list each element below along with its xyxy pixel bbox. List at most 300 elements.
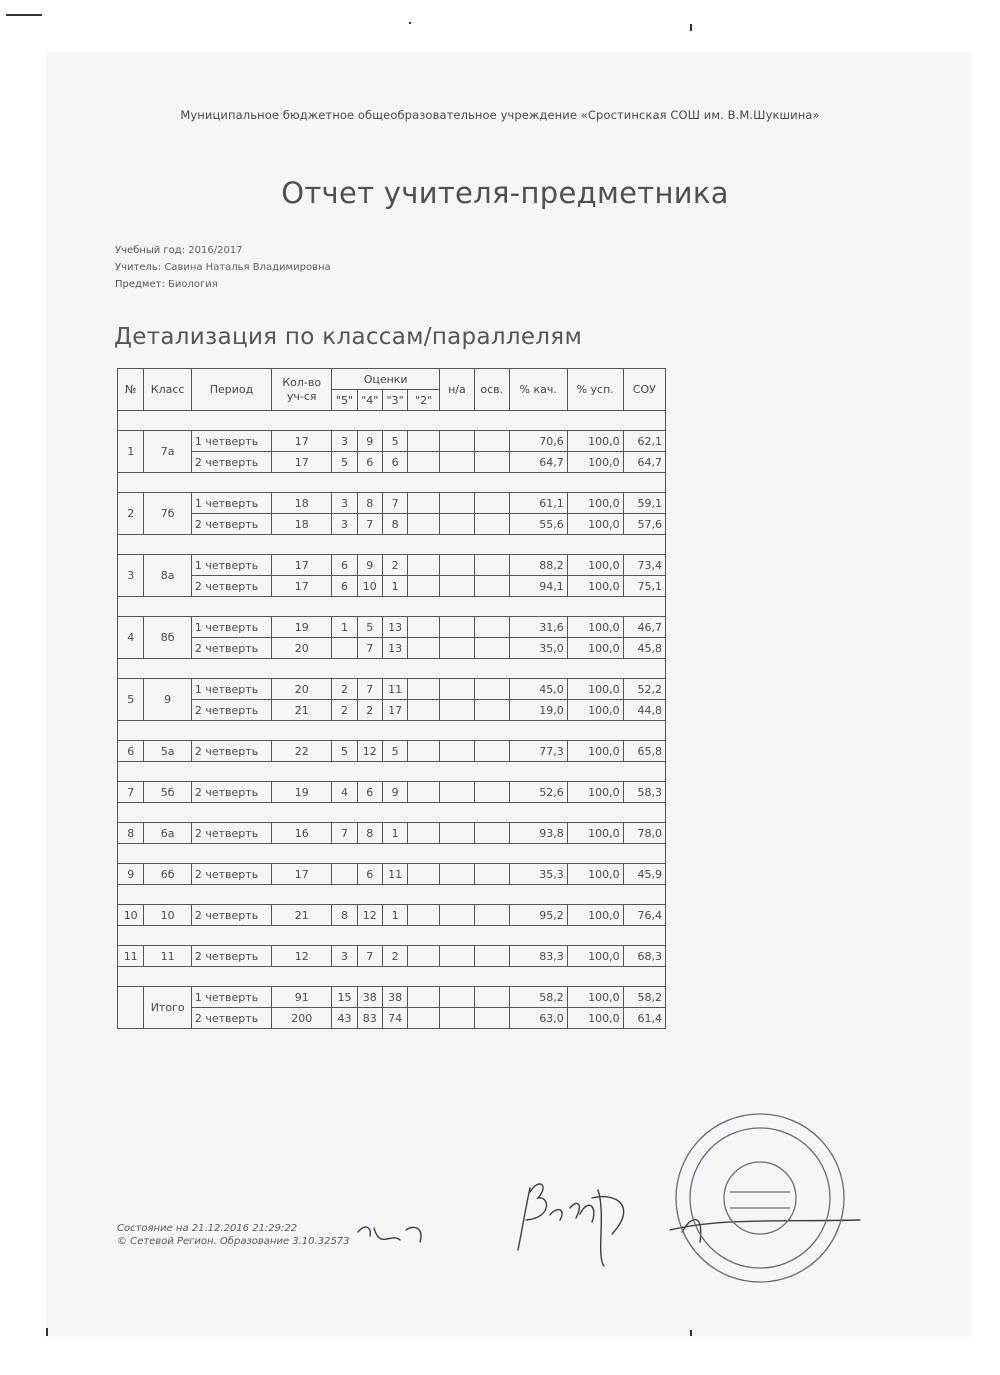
cell-osv (474, 452, 509, 473)
cell-sou: 46,7 (623, 617, 665, 638)
cell-g4: 10 (357, 576, 382, 597)
table-row (118, 700, 666, 721)
spacer-cell (118, 885, 666, 905)
cell-kach: 77,3 (509, 741, 567, 762)
cell-osv (474, 823, 509, 844)
cell-usp: 100,0 (567, 493, 623, 514)
cell-g2 (408, 700, 440, 721)
cell-sou: 61,4 (623, 1008, 665, 1029)
cell-g4: 12 (357, 905, 382, 926)
cell-osv (474, 617, 509, 638)
cell-g4: 7 (357, 514, 382, 535)
cell-num: 9 (118, 864, 144, 885)
cell-class: Итого (144, 987, 192, 1029)
header-grade-2: "2" (408, 390, 440, 411)
cell-class: 5б (144, 782, 192, 803)
spacer-cell (118, 473, 666, 493)
cell-kach: 19,0 (509, 700, 567, 721)
cell-count: 19 (272, 617, 332, 638)
cell-g5: 43 (332, 1008, 357, 1029)
cell-usp: 100,0 (567, 452, 623, 473)
meta-year-label: Учебный год: (115, 245, 186, 256)
cell-g2 (408, 782, 440, 803)
cell-osv (474, 905, 509, 926)
table-row (118, 946, 666, 967)
cell-count: 17 (272, 576, 332, 597)
cell-g2 (408, 452, 440, 473)
header-kach: % кач. (509, 369, 567, 411)
cell-osv (474, 987, 509, 1008)
cell-na (439, 617, 474, 638)
cell-g5: 1 (332, 617, 357, 638)
cell-kach: 95,2 (509, 905, 567, 926)
table-row (118, 823, 666, 844)
cell-num: 8 (118, 823, 144, 844)
group-spacer-row (118, 473, 666, 493)
cell-count: 12 (272, 946, 332, 967)
meta-subject-value: Биология (168, 279, 218, 290)
cell-sou: 75,1 (623, 576, 665, 597)
cell-na (439, 864, 474, 885)
cell-osv (474, 782, 509, 803)
spacer-cell (118, 803, 666, 823)
cell-sou: 57,6 (623, 514, 665, 535)
cell-g3: 1 (382, 823, 407, 844)
cell-g3: 7 (382, 493, 407, 514)
spacer-cell (118, 721, 666, 741)
cell-usp: 100,0 (567, 700, 623, 721)
cell-g3: 8 (382, 514, 407, 535)
cell-period: 2 четверть (191, 1008, 271, 1029)
meta-year (115, 242, 331, 259)
cell-sou: 64,7 (623, 452, 665, 473)
cell-count: 21 (272, 905, 332, 926)
cell-usp: 100,0 (567, 741, 623, 762)
cell-osv (474, 1008, 509, 1029)
cell-num: 6 (118, 741, 144, 762)
group-spacer-row (118, 597, 666, 617)
cell-osv (474, 555, 509, 576)
cell-na (439, 576, 474, 597)
cell-kach: 35,3 (509, 864, 567, 885)
spacer-cell (118, 535, 666, 555)
cell-kach: 45,0 (509, 679, 567, 700)
meta-teacher (115, 259, 331, 276)
cell-g5: 8 (332, 905, 357, 926)
cell-class: 7а (144, 431, 192, 473)
cell-class: 8а (144, 555, 192, 597)
cell-na (439, 741, 474, 762)
cell-osv (474, 741, 509, 762)
header-osv: осв. (474, 369, 509, 411)
report-title: Отчет учителя-предметника (281, 176, 729, 210)
cell-count: 22 (272, 741, 332, 762)
cell-num: 3 (118, 555, 144, 597)
cell-class: 10 (144, 905, 192, 926)
cell-g5 (332, 638, 357, 659)
cell-g4: 6 (357, 452, 382, 473)
cell-na (439, 905, 474, 926)
cell-osv (474, 638, 509, 659)
cell-period: 1 четверть (191, 555, 271, 576)
meta-teacher-value: Савина Наталья Владимировна (164, 262, 331, 273)
cell-g5: 2 (332, 700, 357, 721)
spacer-cell (118, 844, 666, 864)
header-sou: СОУ (623, 369, 665, 411)
cell-kach: 55,6 (509, 514, 567, 535)
cell-count: 19 (272, 782, 332, 803)
cell-g4: 8 (357, 823, 382, 844)
group-spacer-row (118, 721, 666, 741)
cell-osv (474, 946, 509, 967)
cell-g4: 7 (357, 679, 382, 700)
cell-g3: 2 (382, 946, 407, 967)
spacer-cell (118, 659, 666, 679)
cell-usp: 100,0 (567, 905, 623, 926)
cell-g5: 3 (332, 514, 357, 535)
cell-g3: 11 (382, 679, 407, 700)
grades-table-body (118, 411, 666, 1029)
cell-usp: 100,0 (567, 864, 623, 885)
cell-count: 21 (272, 700, 332, 721)
cell-g3: 38 (382, 987, 407, 1008)
cell-g2 (408, 864, 440, 885)
cell-period: 2 четверть (191, 452, 271, 473)
cell-g3: 9 (382, 782, 407, 803)
cell-sou: 78,0 (623, 823, 665, 844)
cell-period: 1 четверть (191, 679, 271, 700)
cell-period: 2 четверть (191, 576, 271, 597)
footer-state: Состояние на 21.12.2016 21:29:22 (117, 1223, 298, 1234)
scan-artifact (409, 22, 411, 24)
cell-period: 2 четверть (191, 905, 271, 926)
table-row (118, 782, 666, 803)
cell-num: 1 (118, 431, 144, 473)
cell-period: 2 четверть (191, 514, 271, 535)
cell-count: 20 (272, 638, 332, 659)
cell-usp: 100,0 (567, 431, 623, 452)
header-na: н/а (439, 369, 474, 411)
cell-class: 6а (144, 823, 192, 844)
cell-usp: 100,0 (567, 555, 623, 576)
cell-na (439, 555, 474, 576)
cell-class: 7б (144, 493, 192, 535)
table-row (118, 452, 666, 473)
cell-period: 2 четверть (191, 782, 271, 803)
group-spacer-row (118, 885, 666, 905)
cell-count: 17 (272, 431, 332, 452)
cell-g2 (408, 493, 440, 514)
cell-kach: 58,2 (509, 987, 567, 1008)
cell-g5: 3 (332, 431, 357, 452)
cell-usp: 100,0 (567, 617, 623, 638)
cell-g3: 1 (382, 905, 407, 926)
cell-g4: 38 (357, 987, 382, 1008)
cell-osv (474, 576, 509, 597)
cell-na (439, 1008, 474, 1029)
table-row (118, 493, 666, 514)
cell-period: 2 четверть (191, 741, 271, 762)
header-count: Кол-во уч-ся (272, 369, 332, 411)
cell-sou: 58,2 (623, 987, 665, 1008)
cell-kach: 70,6 (509, 431, 567, 452)
cell-usp: 100,0 (567, 679, 623, 700)
table-row (118, 576, 666, 597)
cell-kach: 64,7 (509, 452, 567, 473)
cell-g3: 2 (382, 555, 407, 576)
cell-num: 2 (118, 493, 144, 535)
cell-g3: 11 (382, 864, 407, 885)
cell-g3: 17 (382, 700, 407, 721)
table-row (118, 638, 666, 659)
cell-g3: 13 (382, 617, 407, 638)
cell-g4: 8 (357, 493, 382, 514)
cell-count: 91 (272, 987, 332, 1008)
meta-year-value: 2016/2017 (188, 245, 243, 256)
cell-sou: 52,2 (623, 679, 665, 700)
cell-sou: 76,4 (623, 905, 665, 926)
cell-class: 5а (144, 741, 192, 762)
cell-period: 1 четверть (191, 617, 271, 638)
cell-na (439, 946, 474, 967)
cell-na (439, 638, 474, 659)
cell-num: 7 (118, 782, 144, 803)
cell-count: 18 (272, 493, 332, 514)
cell-usp: 100,0 (567, 823, 623, 844)
cell-na (439, 452, 474, 473)
cell-g2 (408, 617, 440, 638)
group-spacer-row (118, 844, 666, 864)
cell-sou: 73,4 (623, 555, 665, 576)
scan-artifact (46, 1328, 48, 1336)
table-row (118, 741, 666, 762)
cell-na (439, 823, 474, 844)
cell-usp: 100,0 (567, 782, 623, 803)
group-spacer-row (118, 762, 666, 782)
cell-class: 9 (144, 679, 192, 721)
cell-period: 2 четверть (191, 864, 271, 885)
table-row (118, 555, 666, 576)
cell-osv (474, 431, 509, 452)
header-usp: % усп. (567, 369, 623, 411)
cell-count: 17 (272, 452, 332, 473)
cell-g5: 5 (332, 452, 357, 473)
meta-subject (115, 276, 331, 293)
group-spacer-row (118, 659, 666, 679)
header-class: Класс (144, 369, 192, 411)
cell-g4: 12 (357, 741, 382, 762)
table-row (118, 1008, 666, 1029)
cell-g2 (408, 555, 440, 576)
cell-g2 (408, 638, 440, 659)
cell-g5: 2 (332, 679, 357, 700)
cell-kach: 35,0 (509, 638, 567, 659)
cell-g5: 3 (332, 493, 357, 514)
cell-num: 4 (118, 617, 144, 659)
cell-g3: 1 (382, 576, 407, 597)
scan-artifact (6, 14, 42, 16)
spacer-cell (118, 926, 666, 946)
cell-sou: 65,8 (623, 741, 665, 762)
cell-na (439, 431, 474, 452)
cell-count: 200 (272, 1008, 332, 1029)
report-footer (117, 1222, 350, 1248)
cell-osv (474, 679, 509, 700)
group-spacer-row (118, 926, 666, 946)
cell-g5: 4 (332, 782, 357, 803)
cell-kach: 88,2 (509, 555, 567, 576)
cell-g4: 5 (357, 617, 382, 638)
cell-g2 (408, 905, 440, 926)
cell-sou: 68,3 (623, 946, 665, 967)
cell-sou: 45,8 (623, 638, 665, 659)
spacer-cell (118, 597, 666, 617)
cell-osv (474, 493, 509, 514)
cell-g2 (408, 741, 440, 762)
cell-count: 18 (272, 514, 332, 535)
cell-sou: 58,3 (623, 782, 665, 803)
group-spacer-row (118, 803, 666, 823)
cell-usp: 100,0 (567, 1008, 623, 1029)
cell-g4: 7 (357, 638, 382, 659)
cell-usp: 100,0 (567, 514, 623, 535)
header-period: Период (191, 369, 271, 411)
cell-count: 20 (272, 679, 332, 700)
cell-g3: 5 (382, 741, 407, 762)
cell-g4: 83 (357, 1008, 382, 1029)
cell-usp: 100,0 (567, 946, 623, 967)
cell-sou: 62,1 (623, 431, 665, 452)
cell-g5: 6 (332, 576, 357, 597)
cell-g5 (332, 864, 357, 885)
table-row (118, 987, 666, 1008)
cell-g4: 9 (357, 431, 382, 452)
footer-copyright: © Сетевой Регион. Образование 3.10.32573 (117, 1236, 350, 1247)
cell-g3: 13 (382, 638, 407, 659)
cell-g2 (408, 514, 440, 535)
cell-class: 6б (144, 864, 192, 885)
spacer-cell (118, 411, 666, 431)
table-row (118, 431, 666, 452)
group-spacer-row (118, 967, 666, 987)
cell-g2 (408, 679, 440, 700)
cell-g2 (408, 576, 440, 597)
cell-kach: 94,1 (509, 576, 567, 597)
grades-table (117, 368, 666, 1029)
cell-g4: 6 (357, 782, 382, 803)
cell-g5: 5 (332, 741, 357, 762)
cell-kach: 52,6 (509, 782, 567, 803)
cell-kach: 31,6 (509, 617, 567, 638)
cell-period: 1 четверть (191, 431, 271, 452)
cell-count: 16 (272, 823, 332, 844)
cell-kach: 63,0 (509, 1008, 567, 1029)
cell-g4: 9 (357, 555, 382, 576)
cell-g2 (408, 1008, 440, 1029)
cell-na (439, 700, 474, 721)
cell-num: 5 (118, 679, 144, 721)
cell-period: 1 четверть (191, 987, 271, 1008)
table-row (118, 514, 666, 535)
cell-g2 (408, 987, 440, 1008)
cell-usp: 100,0 (567, 987, 623, 1008)
cell-na (439, 679, 474, 700)
table-row (118, 864, 666, 885)
cell-g3: 5 (382, 431, 407, 452)
group-spacer-row (118, 535, 666, 555)
cell-na (439, 514, 474, 535)
cell-g5: 7 (332, 823, 357, 844)
cell-count: 17 (272, 555, 332, 576)
table-row (118, 905, 666, 926)
cell-kach: 83,3 (509, 946, 567, 967)
cell-sou: 44,8 (623, 700, 665, 721)
cell-num (118, 987, 144, 1029)
cell-period: 2 четверть (191, 638, 271, 659)
header-grade-4: "4" (357, 390, 382, 411)
cell-kach: 61,1 (509, 493, 567, 514)
cell-g2 (408, 823, 440, 844)
organization-header: Муниципальное бюджетное общеобразовательное учреждение «Сростинская СОШ им. В.М.Шукшина» (180, 108, 820, 122)
header-grade-5: "5" (332, 390, 357, 411)
header-num: № (118, 369, 144, 411)
header-grade-3: "3" (382, 390, 407, 411)
cell-usp: 100,0 (567, 638, 623, 659)
cell-osv (474, 514, 509, 535)
meta-subject-label: Предмет: (115, 279, 165, 290)
cell-class: 8б (144, 617, 192, 659)
cell-kach: 93,8 (509, 823, 567, 844)
official-stamp (670, 1108, 850, 1288)
cell-period: 2 четверть (191, 823, 271, 844)
cell-g2 (408, 431, 440, 452)
scan-artifact (690, 1330, 692, 1336)
cell-sou: 45,9 (623, 864, 665, 885)
cell-g4: 7 (357, 946, 382, 967)
group-spacer-row (118, 411, 666, 431)
header-grades: Оценки (332, 369, 440, 390)
cell-osv (474, 700, 509, 721)
cell-g5: 6 (332, 555, 357, 576)
scan-artifact (690, 24, 692, 31)
cell-g3: 74 (382, 1008, 407, 1029)
section-title: Детализация по классам/параллелям (114, 324, 583, 350)
cell-g2 (408, 946, 440, 967)
cell-num: 11 (118, 946, 144, 967)
cell-usp: 100,0 (567, 576, 623, 597)
cell-g5: 15 (332, 987, 357, 1008)
cell-period: 2 четверть (191, 700, 271, 721)
table-row (118, 617, 666, 638)
cell-period: 2 четверть (191, 946, 271, 967)
cell-class: 11 (144, 946, 192, 967)
cell-na (439, 987, 474, 1008)
spacer-cell (118, 967, 666, 987)
cell-period: 1 четверть (191, 493, 271, 514)
cell-g3: 6 (382, 452, 407, 473)
table-row (118, 679, 666, 700)
cell-g4: 2 (357, 700, 382, 721)
spacer-cell (118, 762, 666, 782)
meta-teacher-label: Учитель: (115, 262, 162, 273)
cell-count: 17 (272, 864, 332, 885)
cell-g4: 6 (357, 864, 382, 885)
cell-osv (474, 864, 509, 885)
cell-na (439, 493, 474, 514)
cell-g5: 3 (332, 946, 357, 967)
cell-sou: 59,1 (623, 493, 665, 514)
cell-num: 10 (118, 905, 144, 926)
